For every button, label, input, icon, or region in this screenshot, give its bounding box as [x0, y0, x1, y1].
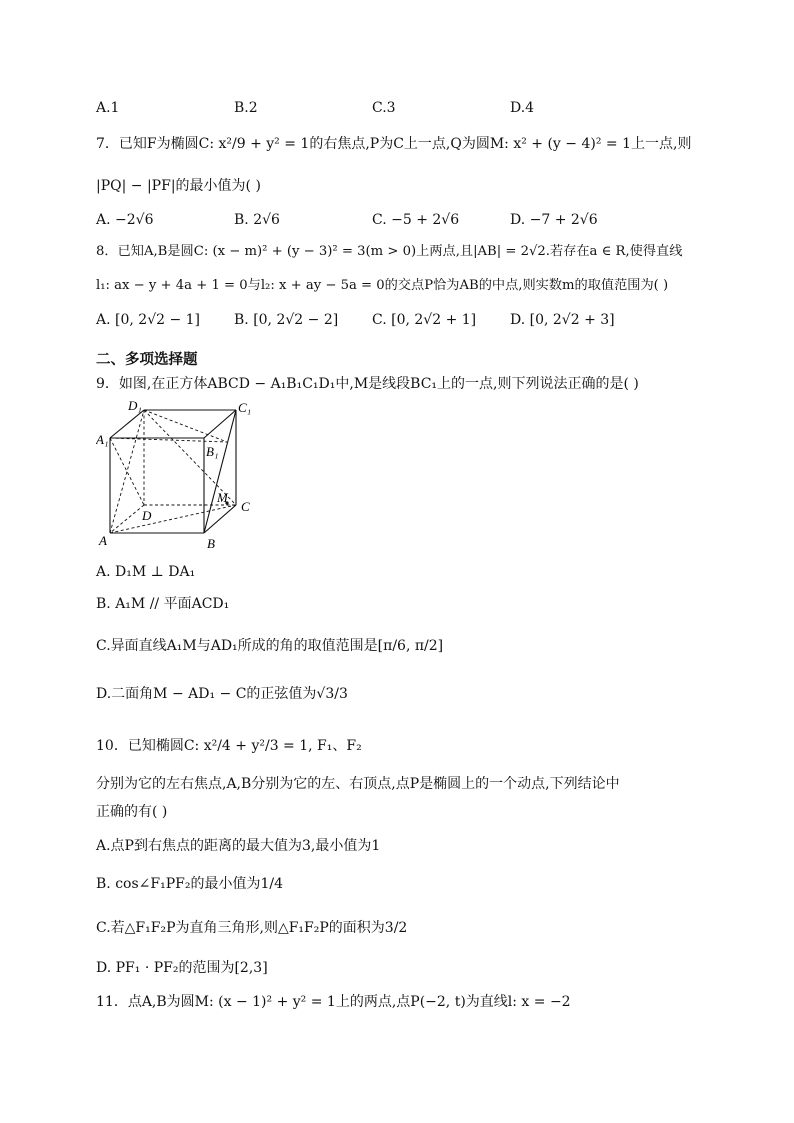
label-c: C: [241, 499, 250, 514]
label-d: D: [142, 508, 152, 523]
q10-option-b: B. cos∠F₁PF₂的最小值为1/4: [96, 876, 283, 892]
q9-option-d: D.二面角M − AD₁ − C的正弦值为√3/3: [96, 686, 348, 702]
q7-option-a: A. −2√6: [96, 212, 154, 228]
q6-option-d: D.4: [510, 100, 535, 116]
segment-a1-d: [110, 438, 144, 505]
q6-option-b: B.2: [234, 100, 258, 116]
cube-diagram: [96, 398, 266, 556]
edge-c-b: [204, 505, 236, 533]
q9-stem: 9．如图,在正方体ABCD − A₁B₁C₁D₁中,M是线段BC₁上的一点,则下列说法正确的是( ): [96, 376, 639, 392]
q9-option-b: B. A₁M // 平面ACD₁: [96, 596, 230, 612]
edge-c1-b1: [204, 410, 236, 438]
q7-option-c: C. −5 + 2√6: [372, 212, 460, 228]
q10-stem: 10．已知椭圆C: x²/4 + y²/3 = 1, F₁、F₂: [96, 738, 362, 754]
q8-option-c: C. [0, 2√2 + 1]: [372, 312, 477, 328]
label-b1: B₁: [206, 444, 219, 459]
q7-stem-line1: 7．已知F为椭圆C: x²/9 + y² = 1的右焦点,P为C上一点,Q为圆M: x² + (y − 4)² = 1上一点,则: [96, 136, 692, 152]
q9-option-a: A. D₁M ⊥ DA₁: [96, 564, 196, 580]
label-a: A: [99, 533, 107, 548]
q7-stem-line2: |PQ| − |PF|的最小值为( ): [96, 178, 261, 194]
q10-option-c: C.若△F₁F₂P为直角三角形,则△F₁F₂P的面积为3/2: [96, 920, 408, 936]
q8-stem-line2: l₁: ax − y + 4a + 1 = 0与l₂: x + ay − 5a = 0的交点P恰为AB的中点,则实数m的取值范围为( ): [96, 278, 669, 293]
q11-stem: 11．点A,B为圆M: (x − 1)² + y² = 1上的两点,点P(−2, t)为直线l: x = −2: [96, 994, 571, 1010]
q8-option-d: D. [0, 2√2 + 3]: [510, 312, 615, 328]
label-b: B: [207, 536, 215, 551]
q8-option-a: A. [0, 2√2 − 1]: [96, 312, 201, 328]
segment-a-c: [110, 505, 236, 533]
q10-stem-line3: 正确的有( ): [96, 804, 168, 820]
segment-d1-m: [144, 410, 227, 442]
q6-option-c: C.3: [372, 100, 396, 116]
segment-a-d1: [110, 410, 144, 533]
q7-option-d: D. −7 + 2√6: [510, 212, 598, 228]
q10-option-d: D. PF₁ · PF₂的范围为[2,3]: [96, 960, 268, 976]
label-d1: D₁: [128, 398, 142, 413]
edge-a1-d1: [110, 410, 144, 438]
segment-a1-m: [110, 438, 227, 442]
label-c1: C₁: [238, 400, 252, 415]
q7-option-b: B. 2√6: [234, 212, 280, 228]
q10-option-a: A.点P到右焦点的距离的最大值为3,最小值为1: [96, 838, 381, 854]
q8-option-b: B. [0, 2√2 − 2]: [234, 312, 339, 328]
segment-bc1: [204, 410, 236, 533]
q8-stem-line1: 8．已知A,B是圆C: (x − m)² + (y − 3)² = 3(m > 0)上两点,且|AB| = 2√2.若存在a ∈ R,使得直线: [96, 244, 683, 259]
q10-stem-line2: 分别为它的左右焦点,A,B分别为它的左、右顶点,点P是椭圆上的一个动点,下列结论中: [96, 776, 620, 792]
label-m: M: [217, 490, 228, 505]
section-heading: 二、多项选择题: [96, 352, 198, 368]
cube-figure: [96, 398, 266, 560]
q6-option-a: A.1: [96, 100, 120, 116]
label-a1: A₁: [96, 432, 109, 447]
q9-option-c: C.异面直线A₁M与AD₁所成的角的取值范围是[π/6, π/2]: [96, 638, 444, 654]
